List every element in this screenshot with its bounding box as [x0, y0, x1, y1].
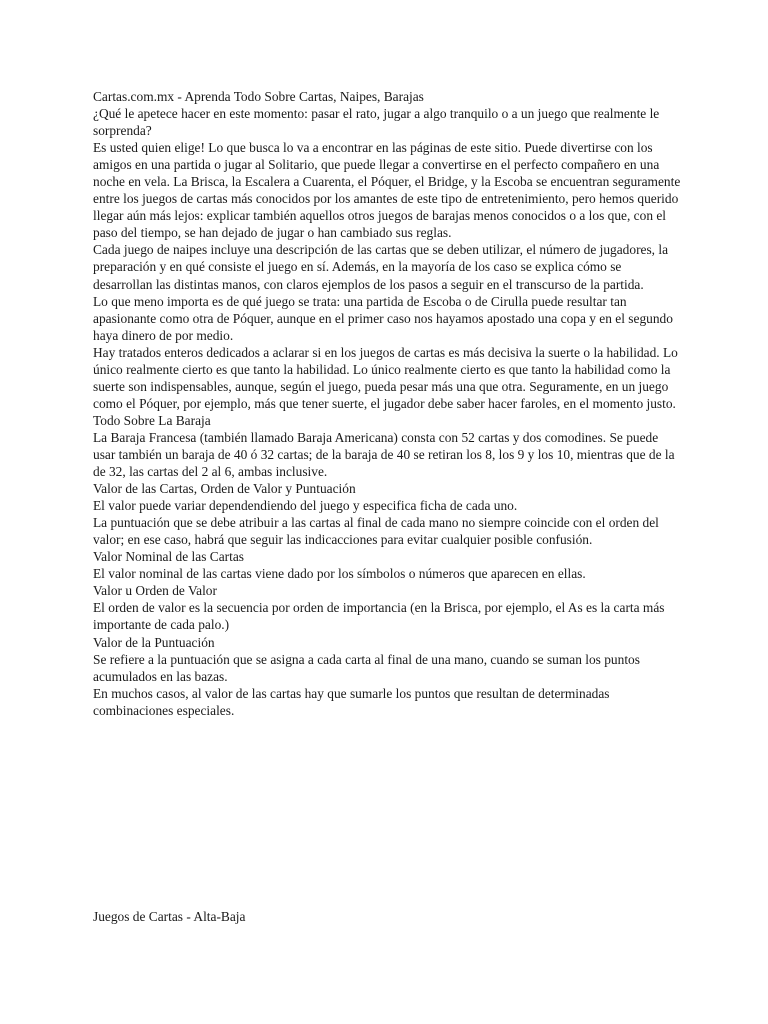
page-footer: Juegos de Cartas - Alta-Baja: [93, 909, 246, 924]
section-heading-valor-nominal: Valor Nominal de las Cartas: [93, 549, 244, 565]
description-paragraph: Cada juego de naipes incluye una descripción de las cartas que se deben utilizar, el número de jugadores, la preparación y en qué consiste el juego en sí. Además, en la mayoría de los caso se explica cómo se desarrollan las distintas manos, con claros ejemplos de los pasos a seguir en el transcurso de la partida.: [93, 242, 669, 292]
puntuacion-paragraph: La puntuación que se debe atribuir a las cartas al final de cada mano no siempre coincide con el orden del valor; en ese caso, habrá que seguir las indicacciones para evitar cualquier posible confusión.: [93, 515, 659, 548]
intro-paragraph: Es usted quien elige! Lo que busca lo va a encontrar en las páginas de este sitio. Puede divertirse con los amigos en una partida o jugar al Solitario, que puede llegar a convertirse en el perfecto compañero en una noche en vela. La Brisca, la Escalera a Cuarenta, el Póquer, el Bridge, y la Escoba se encuentran seguramente entre los juegos de cartas más conocidos por los amantes de este tipo de entretenimiento, pero hemos querido llegar aún más lejos: explicar también aquellos otros juegos de barajas menos conocidos o a los que, con el paso del tiempo, se han dejado de jugar o han cambiado sus reglas.: [93, 140, 681, 241]
section-heading-baraja: Todo Sobre La Baraja: [93, 412, 211, 428]
section-heading-orden-valor: Valor u Orden de Valor: [93, 583, 217, 599]
combinaciones-paragraph: En muchos casos, al valor de las cartas hay que sumarle los puntos que resultan de determinadas combinaciones especiales.: [93, 685, 610, 718]
section-heading-valor-cartas: Valor de las Cartas, Orden de Valor y Puntuación: [93, 481, 356, 497]
valor-puntuacion-paragraph: Se refiere a la puntuación que se asigna a cada carta al final de una mano, cuando se suman los puntos acumulados en las bazas.: [93, 651, 640, 684]
intro-question-paragraph: ¿Qué le apetece hacer en este momento: pasar el rato, jugar a algo tranquilo o a un juego que realmente le sorprenda?: [93, 106, 660, 139]
luck-skill-paragraph: Hay tratados enteros dedicados a aclarar si en los juegos de cartas es más decisiva la suerte o la habilidad. Lo único realmente cierto es que tanto la habilidad. Lo único realmente cierto es que tanto la habilidad como la suerte son indispensables, aunque, según el juego, pueda pesar más una que otra. Seguramente, en un juego como el Póquer, por ejemplo, más que tener suerte, el jugador debe saber hacer faroles, en el momento justo.: [93, 344, 678, 411]
valor-variable-paragraph: El valor puede variar dependendiendo del juego y especifica ficha de cada uno.: [93, 498, 518, 514]
orden-valor-paragraph: El orden de valor es la secuencia por orden de importancia (en la Brisca, por ejemplo, el As es la carta más importante de cada palo.): [93, 600, 665, 633]
document-title: Cartas.com.mx - Aprenda Todo Sobre Cartas, Naipes, Barajas: [93, 89, 424, 104]
escoba-poker-paragraph: Lo que meno importa es de qué juego se trata: una partida de Escoba o de Cirulla puede resultar tan apasionante como otra de Póquer, aunque en el primer caso nos hayamos apostado una copa y en el segundo haya dinero de por medio.: [93, 293, 673, 343]
document-body: [93, 88, 683, 719]
section-heading-valor-puntuacion: Valor de la Puntuación: [93, 634, 215, 650]
baraja-francesa-paragraph: La Baraja Francesa (también llamado Baraja Americana) consta con 52 cartas y dos comodines. Se puede usar también un baraja de 40 ó 32 cartas; de la baraja de 40 se retiran los 8, los 9 y los 10, mientras que de la de 32, las cartas del 2 al 6, ambas inclusive.: [93, 429, 675, 480]
valor-nominal-paragraph: El valor nominal de las cartas viene dado por los símbolos o números que aparecen en ellas.: [93, 566, 586, 582]
